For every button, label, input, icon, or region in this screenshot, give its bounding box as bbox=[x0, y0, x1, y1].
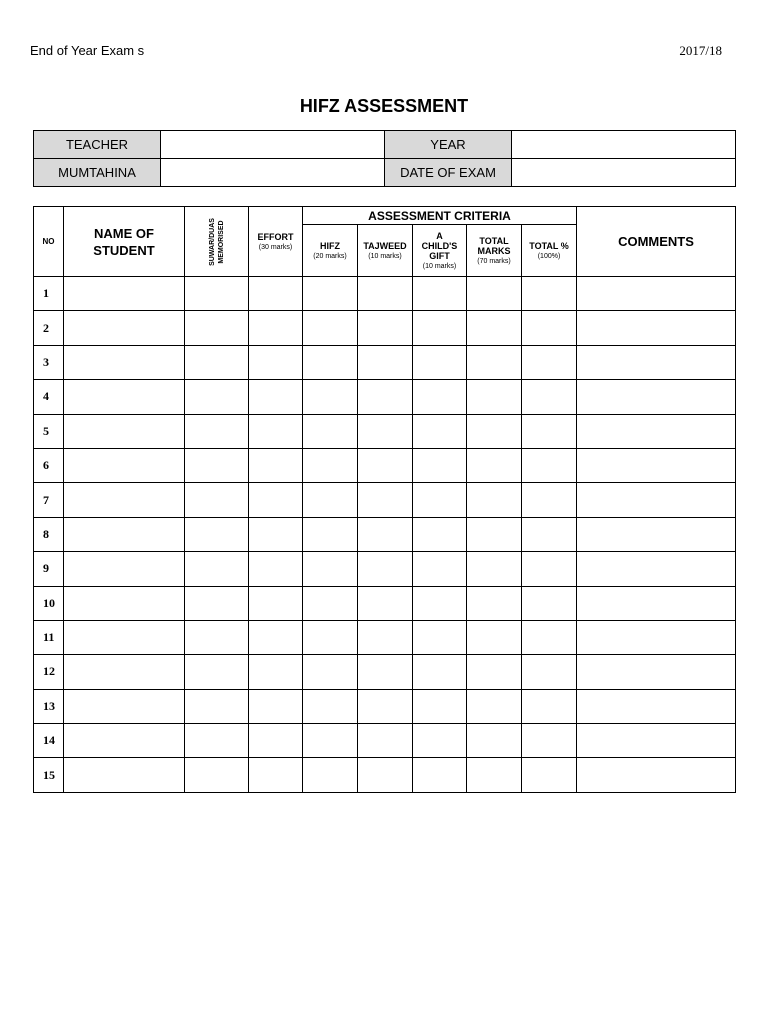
student-name-cell[interactable] bbox=[64, 277, 185, 311]
childs-gift-cell[interactable] bbox=[413, 380, 467, 414]
assessment-table bbox=[33, 206, 736, 793]
comments-cell[interactable] bbox=[577, 380, 736, 414]
table-row bbox=[34, 517, 736, 551]
student-name-cell[interactable] bbox=[64, 620, 185, 654]
tajweed-cell[interactable] bbox=[358, 552, 413, 586]
hifz-cell[interactable] bbox=[303, 655, 358, 689]
total-marks-cell[interactable] bbox=[467, 448, 522, 482]
teacher-label: TEACHER bbox=[34, 131, 161, 159]
comments-cell[interactable] bbox=[577, 345, 736, 379]
memorised-cell[interactable] bbox=[185, 724, 249, 758]
total-percent-cell[interactable] bbox=[522, 380, 577, 414]
student-name-cell[interactable] bbox=[64, 448, 185, 482]
table-row bbox=[34, 758, 736, 792]
childs-gift-cell[interactable] bbox=[413, 586, 467, 620]
total-percent-cell[interactable] bbox=[522, 586, 577, 620]
effort-column-header bbox=[249, 207, 303, 277]
memorised-label: SUWAR/DUAS MEMORISED bbox=[208, 217, 225, 266]
table-row bbox=[34, 311, 736, 345]
effort-cell[interactable] bbox=[249, 311, 303, 345]
row-number: 7 bbox=[34, 483, 64, 517]
total-percent-cell[interactable] bbox=[522, 689, 577, 723]
row-number: 10 bbox=[34, 586, 64, 620]
effort-cell[interactable] bbox=[249, 448, 303, 482]
row-number: 6 bbox=[34, 448, 64, 482]
memorised-column-header bbox=[185, 207, 249, 277]
tajweed-label: TAJWEED bbox=[363, 241, 407, 251]
row-number: 3 bbox=[34, 345, 64, 379]
memorised-cell[interactable] bbox=[185, 311, 249, 345]
comments-cell[interactable] bbox=[577, 758, 736, 792]
total-percent-column-header bbox=[522, 225, 577, 277]
tajweed-cell[interactable] bbox=[358, 724, 413, 758]
childs-gift-cell[interactable] bbox=[413, 689, 467, 723]
effort-cell[interactable] bbox=[249, 345, 303, 379]
total-percent-cell[interactable] bbox=[522, 655, 577, 689]
hifz-cell[interactable] bbox=[303, 448, 358, 482]
student-name-cell[interactable] bbox=[64, 414, 185, 448]
name-of-student-label: NAME OF STUDENT bbox=[93, 225, 155, 258]
total-percent-cell[interactable] bbox=[522, 724, 577, 758]
comments-cell[interactable] bbox=[577, 586, 736, 620]
childs-gift-marks-label: (10 marks) bbox=[422, 263, 457, 270]
student-rows bbox=[34, 277, 736, 793]
memorised-cell[interactable] bbox=[185, 517, 249, 551]
year-field[interactable] bbox=[512, 131, 736, 159]
childs-gift-cell[interactable] bbox=[413, 724, 467, 758]
total-percent-cell[interactable] bbox=[522, 345, 577, 379]
effort-label: EFFORT bbox=[257, 232, 294, 242]
total-marks-cell[interactable] bbox=[467, 758, 522, 792]
comments-cell[interactable] bbox=[577, 552, 736, 586]
total-marks-cell[interactable] bbox=[467, 483, 522, 517]
total-percent-cell[interactable] bbox=[522, 448, 577, 482]
hifz-marks-label: (20 marks) bbox=[313, 253, 347, 260]
memorised-cell[interactable] bbox=[185, 552, 249, 586]
total-percent-cell[interactable] bbox=[522, 483, 577, 517]
table-row bbox=[34, 724, 736, 758]
table-row bbox=[34, 689, 736, 723]
tajweed-cell[interactable] bbox=[358, 448, 413, 482]
childs-gift-cell[interactable] bbox=[413, 448, 467, 482]
table-row bbox=[34, 380, 736, 414]
comments-cell[interactable] bbox=[577, 277, 736, 311]
memorised-cell[interactable] bbox=[185, 689, 249, 723]
row-number: 1 bbox=[34, 277, 64, 311]
date-of-exam-label: DATE OF EXAM bbox=[385, 159, 512, 187]
table-row bbox=[34, 414, 736, 448]
hifz-label: HIFZ bbox=[320, 241, 340, 251]
hifz-cell[interactable] bbox=[303, 414, 358, 448]
row-number: 8 bbox=[34, 517, 64, 551]
comments-cell[interactable] bbox=[577, 655, 736, 689]
student-name-cell[interactable] bbox=[64, 655, 185, 689]
effort-cell[interactable] bbox=[249, 517, 303, 551]
total-marks-cell[interactable] bbox=[467, 552, 522, 586]
effort-cell[interactable] bbox=[249, 380, 303, 414]
effort-cell[interactable] bbox=[249, 483, 303, 517]
table-header-row-1 bbox=[34, 207, 736, 225]
tajweed-cell[interactable] bbox=[358, 517, 413, 551]
student-name-cell[interactable] bbox=[64, 311, 185, 345]
year-label: YEAR bbox=[385, 131, 512, 159]
hifz-cell[interactable] bbox=[303, 277, 358, 311]
tajweed-column-header bbox=[358, 225, 413, 277]
childs-gift-cell[interactable] bbox=[413, 311, 467, 345]
tajweed-cell[interactable] bbox=[358, 655, 413, 689]
info-row-teacher bbox=[34, 131, 736, 159]
memorised-cell[interactable] bbox=[185, 758, 249, 792]
childs-gift-label: A CHILD'S GIFT bbox=[421, 231, 458, 261]
tajweed-marks-label: (10 marks) bbox=[368, 253, 402, 260]
total-percent-sub-label: (100%) bbox=[537, 253, 561, 260]
childs-gift-cell[interactable] bbox=[413, 277, 467, 311]
total-percent-cell[interactable] bbox=[522, 414, 577, 448]
childs-gift-cell[interactable] bbox=[413, 483, 467, 517]
tajweed-cell[interactable] bbox=[358, 620, 413, 654]
student-name-cell[interactable] bbox=[64, 483, 185, 517]
comments-cell[interactable] bbox=[577, 517, 736, 551]
tajweed-cell[interactable] bbox=[358, 277, 413, 311]
student-name-cell[interactable] bbox=[64, 724, 185, 758]
total-percent-cell[interactable] bbox=[522, 311, 577, 345]
effort-cell[interactable] bbox=[249, 724, 303, 758]
comments-cell[interactable] bbox=[577, 620, 736, 654]
student-name-cell[interactable] bbox=[64, 517, 185, 551]
comments-cell[interactable] bbox=[577, 448, 736, 482]
comments-column-header: COMMENTS bbox=[577, 207, 736, 277]
row-number: 11 bbox=[34, 620, 64, 654]
childs-gift-cell[interactable] bbox=[413, 758, 467, 792]
student-name-cell[interactable] bbox=[64, 758, 185, 792]
childs-gift-cell[interactable] bbox=[413, 517, 467, 551]
student-name-cell[interactable] bbox=[64, 552, 185, 586]
childs-gift-cell[interactable] bbox=[413, 414, 467, 448]
total-percent-cell[interactable] bbox=[522, 552, 577, 586]
table-row bbox=[34, 552, 736, 586]
hifz-cell[interactable] bbox=[303, 311, 358, 345]
hifz-cell[interactable] bbox=[303, 758, 358, 792]
table-row bbox=[34, 448, 736, 482]
name-of-student-header bbox=[64, 207, 185, 277]
effort-cell[interactable] bbox=[249, 414, 303, 448]
comments-cell[interactable] bbox=[577, 724, 736, 758]
hifz-cell[interactable] bbox=[303, 620, 358, 654]
total-marks-cell[interactable] bbox=[467, 345, 522, 379]
row-number: 2 bbox=[34, 311, 64, 345]
total-percent-cell[interactable] bbox=[522, 758, 577, 792]
effort-cell[interactable] bbox=[249, 655, 303, 689]
table-row bbox=[34, 483, 736, 517]
hifz-cell[interactable] bbox=[303, 345, 358, 379]
total-marks-cell[interactable] bbox=[467, 689, 522, 723]
memorised-cell[interactable] bbox=[185, 655, 249, 689]
tajweed-cell[interactable] bbox=[358, 586, 413, 620]
comments-cell[interactable] bbox=[577, 414, 736, 448]
memorised-cell[interactable] bbox=[185, 483, 249, 517]
hifz-column-header bbox=[303, 225, 358, 277]
hifz-cell[interactable] bbox=[303, 586, 358, 620]
assessment-criteria-header: ASSESSMENT CRITERIA bbox=[303, 207, 577, 225]
mumtahina-label: MUMTAHINA bbox=[34, 159, 161, 187]
page-title: HIFZ ASSESSMENT bbox=[299, 96, 469, 116]
effort-cell[interactable] bbox=[249, 758, 303, 792]
hifz-cell[interactable] bbox=[303, 517, 358, 551]
student-name-cell[interactable] bbox=[64, 380, 185, 414]
memorised-cell[interactable] bbox=[185, 448, 249, 482]
row-number: 14 bbox=[34, 724, 64, 758]
childs-gift-cell[interactable] bbox=[413, 655, 467, 689]
total-marks-cell[interactable] bbox=[467, 724, 522, 758]
row-number: 13 bbox=[34, 689, 64, 723]
table-row bbox=[34, 586, 736, 620]
total-marks-cell[interactable] bbox=[467, 380, 522, 414]
student-name-cell[interactable] bbox=[64, 586, 185, 620]
childs-gift-column-header bbox=[413, 225, 467, 277]
total-marks-cell[interactable] bbox=[467, 655, 522, 689]
total-marks-cell[interactable] bbox=[467, 586, 522, 620]
tajweed-cell[interactable] bbox=[358, 345, 413, 379]
total-marks-label: TOTAL MARKS bbox=[477, 236, 511, 256]
effort-cell[interactable] bbox=[249, 552, 303, 586]
table-row bbox=[34, 345, 736, 379]
no-column-header: NO bbox=[34, 207, 64, 277]
hifz-cell[interactable] bbox=[303, 724, 358, 758]
exam-period-label: End of Year Exam s bbox=[30, 43, 145, 58]
effort-cell[interactable] bbox=[249, 689, 303, 723]
memorised-cell[interactable] bbox=[185, 586, 249, 620]
student-name-cell[interactable] bbox=[64, 345, 185, 379]
hifz-cell[interactable] bbox=[303, 552, 358, 586]
hifz-cell[interactable] bbox=[303, 483, 358, 517]
table-row bbox=[34, 277, 736, 311]
row-number: 15 bbox=[34, 758, 64, 792]
effort-marks-label: (30 marks) bbox=[258, 244, 293, 251]
tajweed-cell[interactable] bbox=[358, 758, 413, 792]
hifz-cell[interactable] bbox=[303, 689, 358, 723]
effort-cell[interactable] bbox=[249, 277, 303, 311]
childs-gift-cell[interactable] bbox=[413, 620, 467, 654]
exam-info-table bbox=[33, 130, 736, 187]
total-marks-cell[interactable] bbox=[467, 517, 522, 551]
hifz-cell[interactable] bbox=[303, 380, 358, 414]
memorised-cell[interactable] bbox=[185, 414, 249, 448]
childs-gift-cell[interactable] bbox=[413, 552, 467, 586]
comments-cell[interactable] bbox=[577, 311, 736, 345]
row-number: 5 bbox=[34, 414, 64, 448]
row-number: 4 bbox=[34, 380, 64, 414]
row-number: 9 bbox=[34, 552, 64, 586]
total-marks-column-header bbox=[467, 225, 522, 277]
tajweed-cell[interactable] bbox=[358, 689, 413, 723]
table-row bbox=[34, 655, 736, 689]
mumtahina-field[interactable] bbox=[161, 159, 385, 187]
total-marks-sub-label: (70 marks) bbox=[477, 258, 511, 265]
childs-gift-cell[interactable] bbox=[413, 345, 467, 379]
tajweed-cell[interactable] bbox=[358, 380, 413, 414]
row-number: 12 bbox=[34, 655, 64, 689]
total-marks-cell[interactable] bbox=[467, 277, 522, 311]
student-name-cell[interactable] bbox=[64, 689, 185, 723]
total-marks-cell[interactable] bbox=[467, 414, 522, 448]
tajweed-cell[interactable] bbox=[358, 414, 413, 448]
total-percent-cell[interactable] bbox=[522, 517, 577, 551]
teacher-field[interactable] bbox=[161, 131, 385, 159]
total-percent-label: TOTAL % bbox=[529, 241, 569, 251]
effort-cell[interactable] bbox=[249, 620, 303, 654]
total-percent-cell[interactable] bbox=[522, 620, 577, 654]
total-marks-cell[interactable] bbox=[467, 311, 522, 345]
tajweed-cell[interactable] bbox=[358, 483, 413, 517]
comments-cell[interactable] bbox=[577, 483, 736, 517]
comments-cell[interactable] bbox=[577, 689, 736, 723]
tajweed-cell[interactable] bbox=[358, 311, 413, 345]
date-of-exam-field[interactable] bbox=[512, 159, 736, 187]
total-marks-cell[interactable] bbox=[467, 620, 522, 654]
table-row bbox=[34, 620, 736, 654]
memorised-cell[interactable] bbox=[185, 345, 249, 379]
memorised-cell[interactable] bbox=[185, 380, 249, 414]
memorised-cell[interactable] bbox=[185, 277, 249, 311]
total-percent-cell[interactable] bbox=[522, 277, 577, 311]
academic-year-label: 2017/18 bbox=[679, 43, 722, 58]
memorised-cell[interactable] bbox=[185, 620, 249, 654]
effort-cell[interactable] bbox=[249, 586, 303, 620]
info-row-mumtahina bbox=[34, 159, 736, 187]
